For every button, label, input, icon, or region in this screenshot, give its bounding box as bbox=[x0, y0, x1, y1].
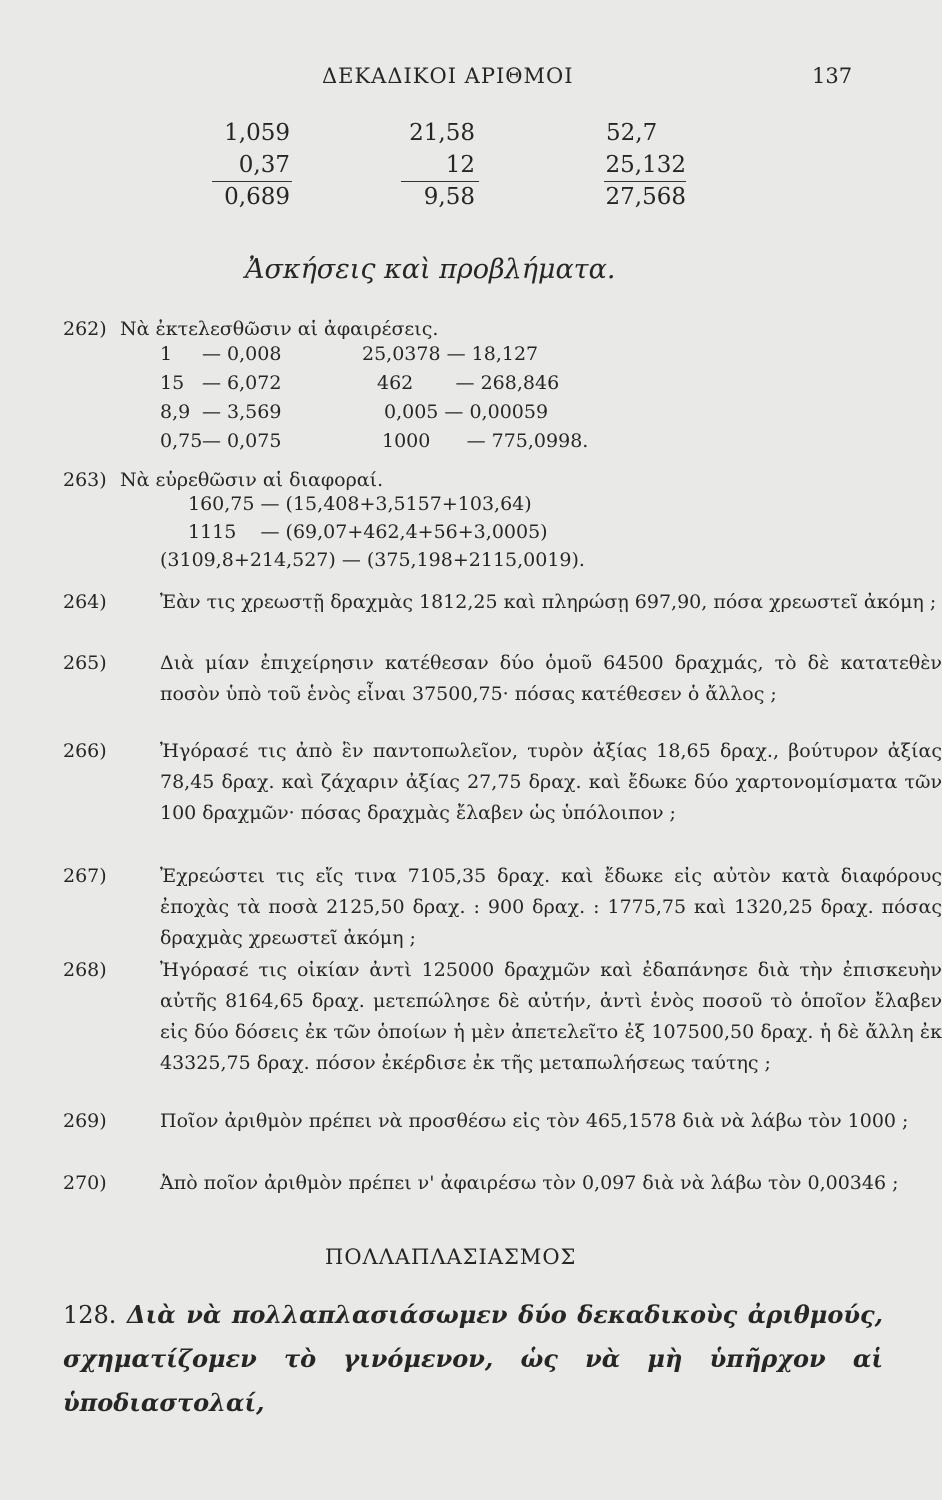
subtraction-example-3 bbox=[580, 117, 686, 213]
subtraction-row: 1 — 0,008 25,0378 — 18,127 bbox=[160, 343, 539, 365]
difference: 9,58 bbox=[423, 184, 475, 210]
expression-line: (3109,8+214,527) — (375,198+2115,0019). bbox=[160, 549, 585, 571]
difference: 0,689 bbox=[224, 184, 290, 210]
exercise-number: 266) bbox=[63, 740, 107, 762]
exercise-number: 262) bbox=[63, 318, 107, 340]
exercise-number: 270) bbox=[63, 1172, 107, 1194]
exercise-text: Νὰ εὑρεθῶσιν αἱ διαφοραί. bbox=[120, 469, 384, 491]
exercise-number: 264) bbox=[63, 591, 107, 613]
expression-line: 1115 — (69,07+462,4+56+3,0005) bbox=[188, 521, 548, 543]
exercise-text: Ἐχρεώστει τις εἴς τινα 7105,35 δραχ. καὶ ἔδωκε εἰς αὐτὸν κατὰ διαφόρους ἐποχὰς τὰ ποσὰ 2125,50 δραχ. : 900 δραχ. : 1775,75 καὶ 1320,25 δραχ. πόσας δραχμὰς χρεωστεῖ ἀκόμη ; bbox=[160, 865, 942, 949]
subtraction-row: 8,9 — 3,569 0,005 — 0,00059 bbox=[160, 401, 549, 423]
exercise-262 bbox=[63, 314, 942, 346]
exercise-text: Ἠγόρασέ τις ἀπὸ ἓν παντοπωλεῖον, τυρὸν ἀξίας 18,65 δραχ., βούτυρον ἀξίας 78,45 δραχ. καὶ ζάχαριν ἀξίας 27,75 δραχ. καὶ ἔδωκε δύο χαρτονομίσματα τῶν 100 δραχμῶν· πόσας δραχμὰς ἔλαβεν ὡς ὑπόλοιπον ; bbox=[160, 740, 942, 824]
subtraction-row: 0,75— 0,075 1000 — 775,0998. bbox=[160, 430, 589, 452]
exercise-number: 268) bbox=[63, 959, 107, 981]
exercise-text: Ποῖον ἀριθμὸν πρέπει νὰ προσθέσω εἰς τὸν 465,1578 διὰ νὰ λάβω τὸν 1000 ; bbox=[160, 1110, 909, 1132]
expression-line: 160,75 — (15,408+3,5157+103,64) bbox=[188, 493, 532, 515]
section-heading: Ἀσκήσεις καὶ προβλήματα. bbox=[245, 254, 616, 285]
running-header-title: ΔΕΚΑΔΙΚΟΙ ΑΡΙΘΜΟΙ bbox=[322, 64, 574, 88]
subtraction-rule bbox=[401, 181, 479, 182]
minuend: 52,7 bbox=[606, 120, 658, 146]
exercise-number: 263) bbox=[63, 469, 107, 491]
exercise-number: 267) bbox=[63, 865, 107, 887]
subtraction-example-1 bbox=[200, 117, 290, 213]
page-number: 137 bbox=[812, 64, 853, 88]
exercise-number: 265) bbox=[63, 652, 107, 674]
subtraction-rule bbox=[604, 181, 686, 182]
paragraph-text: Διὰ νὰ πολλαπλασιάσωμεν δύο δεκαδικοὺς ἀριθμούς, σχηματίζομεν τὸ γινόμενον, ὡς νὰ μὴ ὑπῆρχον αἱ ὑποδιαστολαί, bbox=[63, 1300, 883, 1417]
minuend: 1,059 bbox=[224, 120, 290, 146]
paragraph-number: 128. bbox=[63, 1301, 117, 1329]
minuend: 21,58 bbox=[409, 120, 475, 146]
chapter-heading: ΠΟΛΛΑΠΛΑΣΙΑΣΜΟΣ bbox=[325, 1245, 577, 1269]
difference: 27,568 bbox=[605, 184, 686, 210]
subtrahend: 25,132 bbox=[605, 152, 686, 178]
exercise-text: Νὰ ἐκτελεσθῶσιν αἱ ἀφαιρέσεις. bbox=[120, 318, 439, 340]
exercise-text: Ἀπὸ ποῖον ἀριθμὸν πρέπει ν' ἀφαιρέσω τὸν 0,097 διὰ νὰ λάβω τὸν 0,00346 ; bbox=[160, 1172, 899, 1194]
exercise-text: Ἐὰν τις χρεωστῇ δραχμὰς 1812,25 καὶ πληρώσῃ 697,90, πόσα χρεωστεῖ ἀκόμη ; bbox=[160, 591, 937, 613]
subtrahend: 0,37 bbox=[238, 152, 290, 178]
exercise-text: Διὰ μίαν ἐπιχείρησιν κατέθεσαν δύο ὁμοῦ 64500 δραχμάς, τὸ δὲ κατατεθὲν ποσὸν ὑπὸ τοῦ ἑνὸς εἶναι 37500,75· πόσας κατέθεσεν ὁ ἄλλος ; bbox=[160, 652, 942, 705]
subtraction-rule bbox=[212, 181, 292, 182]
subtraction-row: 15 — 6,072 462 — 268,846 bbox=[160, 372, 560, 394]
subtrahend: 12 bbox=[445, 152, 475, 178]
paragraph-128 bbox=[63, 1293, 883, 1425]
exercise-number: 269) bbox=[63, 1110, 107, 1132]
exercise-text: Ἠγόρασέ τις οἰκίαν ἀντὶ 125000 δραχμῶν καὶ ἐδαπάνησε διὰ τὴν ἐπισκευὴν αὐτῆς 8164,65 δραχ. μετεπώλησε δὲ αὐτήν, ἀντὶ ἑνὸς ποσοῦ τὸ ὁποῖον ἔλαβεν εἰς δύο δόσεις ἐκ τῶν ὁποίων ἡ μὲν ἀπετελεῖτο ἐξ 107500,50 δραχ. ἡ δὲ ἄλλη ἐκ 43325,75 δραχ. πόσον ἐκέρδισε ἐκ τῆς μεταπωλήσεως ταύτης ; bbox=[160, 959, 942, 1074]
subtraction-example-2 bbox=[395, 117, 475, 213]
